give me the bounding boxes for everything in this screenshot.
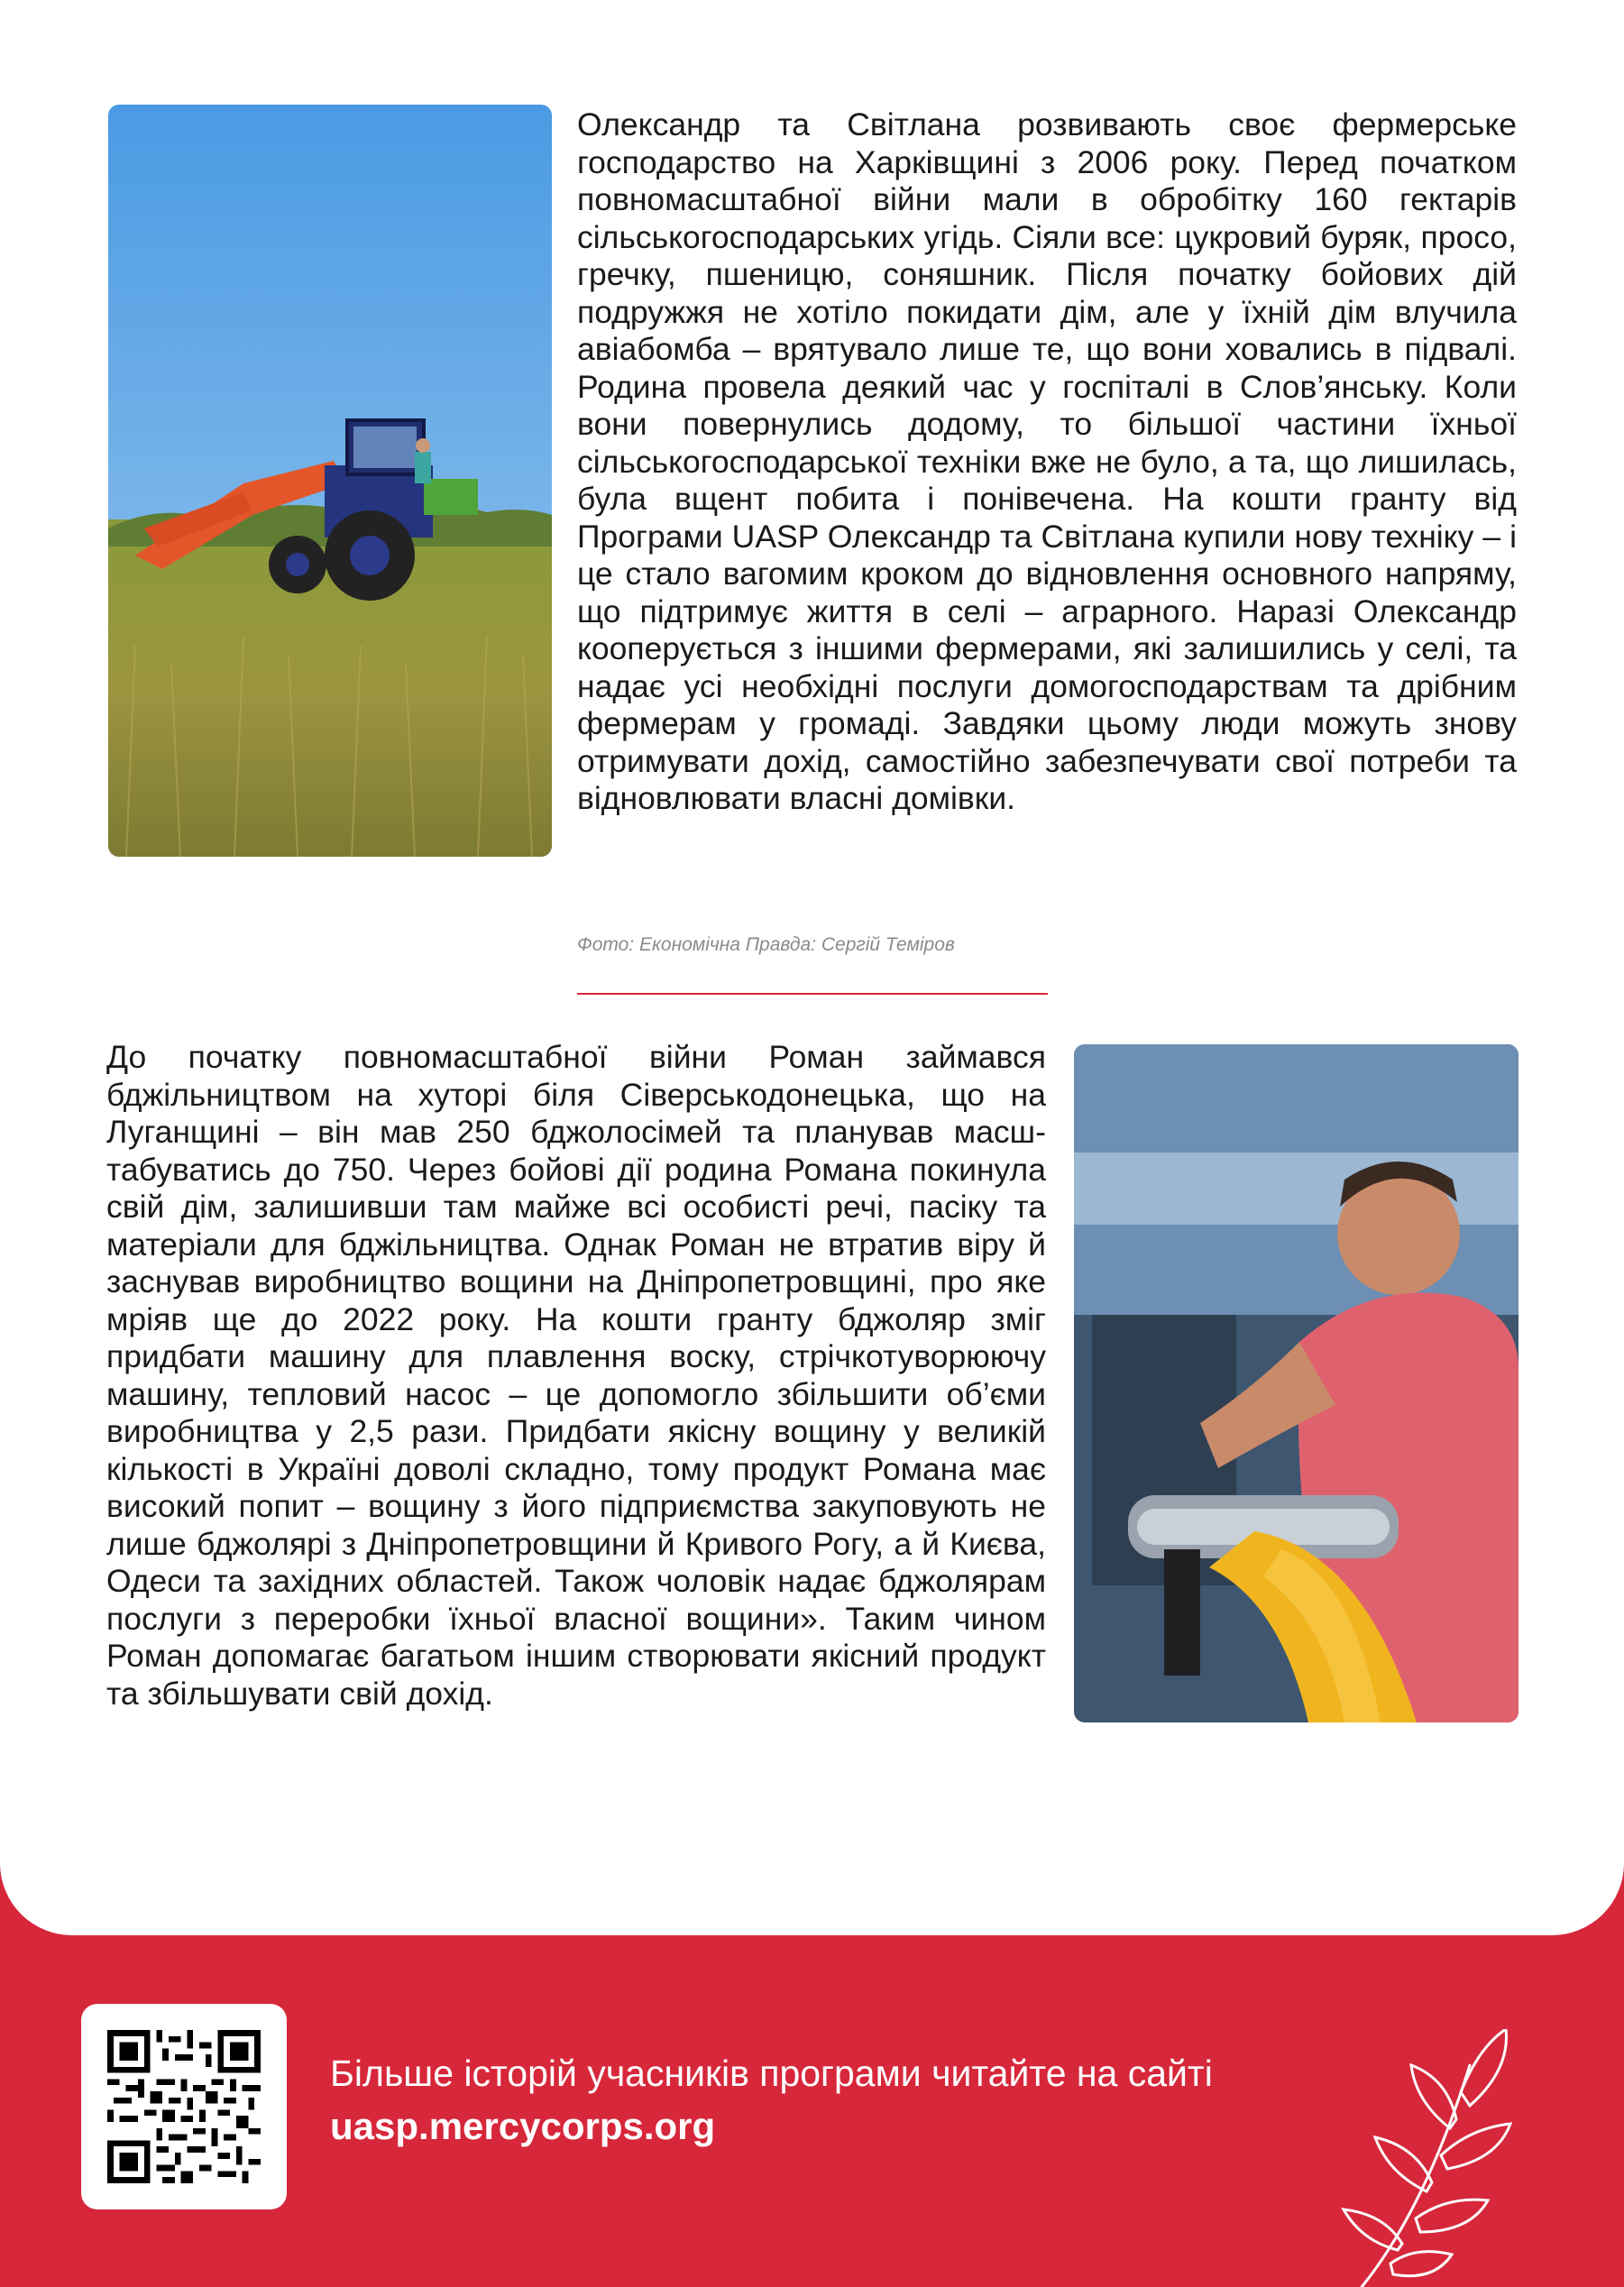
footer-website-link[interactable]: uasp.mercycorps.org [330, 2105, 716, 2147]
qr-code-icon [107, 2030, 261, 2183]
tractor-photo [108, 105, 552, 857]
wheat-branch-icon [1326, 2029, 1560, 2287]
story2-text: До початку повномасштабної війни Роман займався бджільництвом на хуторі біля Сіверськодонецька, що на Луганщині – він мав 250 бджолосімей та планував масштабуватись до 750. Через бойові дії родина Романа покинула свій дім, залишивши там майже всі особисті речі, пасіку та матеріали для бджільництва. Однак Роман не втратив віру й заснував виробництво вощини на Дніпропетровщині, про яке мріяв ще до 2022 року. На кошти гранту бджоляр зміг придбати машину для плавлення воску, стрічкотуворюючу машину, тепловий насос – це допомогло збільшити об’єми виробництва у 2,5 рази. Придбати якісну вощину у великій кількості в Україні доволі складно, тому продукт Романа має високий попит – вощину з його підприємства закуповують не лише бджолярі з Дніпропетровщини й Кривого Рогу, а й Києва, Одеси та західних областей. Також чоловік надає бджолярам послуги з переробки їхньої власної вощини». Таким чином Роман допомагає багатьом іншим створювати якісний продукт та збільшувати свій дохід. [106, 1039, 1046, 1712]
section-divider [577, 993, 1048, 995]
wax-machine-image [1074, 1044, 1518, 1722]
story1-photo-caption: Фото: Економічна Правда: Сергій Теміров [577, 934, 955, 955]
footer-rounded-edge [0, 1768, 1624, 1935]
tractor-field-image [108, 105, 552, 857]
beekeeper-photo [1074, 1044, 1518, 1722]
story1-text: Олександр та Світлана розвивають своє фермерське господарство на Харківщині з 2006 року. Перед початком повномасштабної війни мали в обробітку 160 гектарів сільськогосподарських угідь. Сіяли все: цукровий буряк, просо, гречку, пшеницю, соняшник. Після початку бойових дій подружжя не хотіло покидати дім, але у їхній дім влучила авіабомба – врятувало лише те, що вони ховались в підвалі. Родина провела деякий час у госпіталі в Слов’янську. Коли вони повернулись додому, то більшої частини їхньої сільськогосподарської техніки вже не було, а та, що лишилась, була вщент побита і понівечена. На кошти гранту від Програми UASP Олександр та Світлана купили нову техніку – і це стало вагомим кроком до відновлення основного напряму, що підтримує життя в селі – аграрного. Наразі Олександр кооперується з іншими фермерами, які залишились у селі, та надає усі необхідні послуги домогосподарствам та дрібним фермерам у громаді. Завдяки цьому люди можуть знову отримувати дохід, самостійно забезпечувати свої потреби та відновлювати власні домівки. [577, 106, 1517, 816]
footer-more-stories-text: Більше історій учасників програми читайте на сайті [330, 2053, 1213, 2094]
qr-code[interactable] [81, 2004, 287, 2209]
